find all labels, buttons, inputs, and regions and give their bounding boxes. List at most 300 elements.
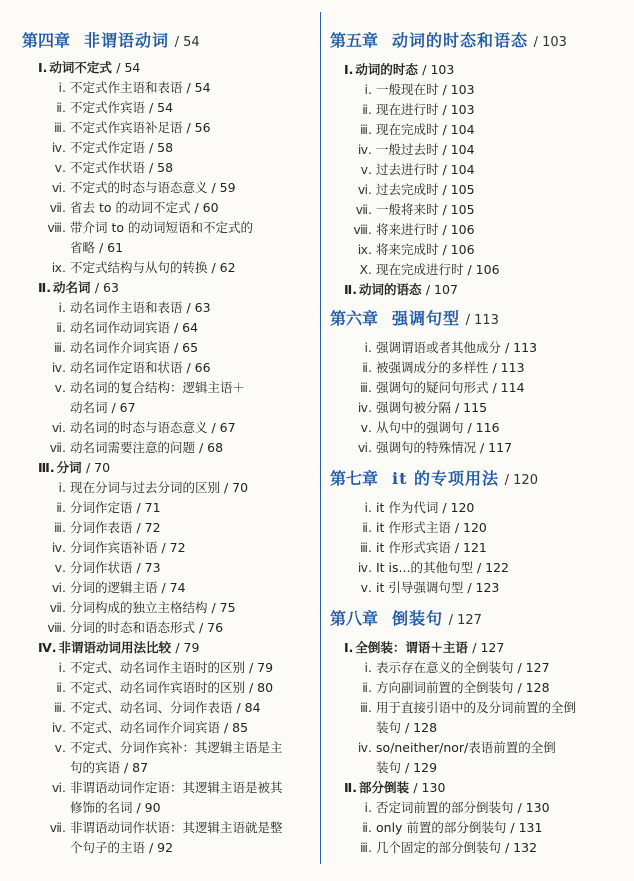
- section-title: 动词不定式: [49, 60, 112, 75]
- toc-item: [352, 240, 475, 260]
- toc-item-continuation: [46, 758, 148, 778]
- item-title: 句的宾语: [70, 760, 121, 775]
- toc-item: [352, 498, 474, 518]
- section-number: Ⅰ.: [344, 62, 354, 77]
- item-title: 装句: [376, 720, 402, 735]
- item-number: ⅵ.: [357, 182, 372, 197]
- item-number: ⅳ.: [51, 720, 66, 735]
- page-number: / 61: [99, 240, 124, 255]
- toc-item: [46, 98, 173, 118]
- toc-item: [46, 298, 211, 318]
- page-number: / 106: [442, 242, 475, 257]
- section-title: 动词的时态: [355, 62, 418, 77]
- chapter-title: 倒装句: [392, 609, 444, 628]
- item-number: ⅰ.: [364, 82, 372, 97]
- toc-item-continuation: [46, 838, 173, 858]
- toc-item: [46, 378, 245, 398]
- toc-item: [46, 338, 198, 358]
- page-number: / 121: [454, 540, 487, 555]
- page-number: / 72: [136, 520, 161, 535]
- item-number: ⅳ.: [51, 140, 66, 155]
- item-number: ⅷ.: [353, 222, 372, 237]
- page-number: / 58: [149, 140, 174, 155]
- chapter-number: 第五章: [330, 31, 379, 50]
- page-number: / 71: [136, 500, 161, 515]
- item-number: ⅱ.: [56, 500, 66, 515]
- page-number: / 114: [492, 380, 525, 395]
- item-number: ⅲ.: [360, 122, 372, 137]
- section-entry: [38, 638, 199, 658]
- page-number: / 106: [467, 262, 500, 277]
- section-entry: [344, 778, 445, 798]
- page-number: / 104: [442, 122, 475, 137]
- toc-item: [46, 698, 261, 718]
- item-title: 将来完成时: [376, 242, 439, 257]
- item-title: 不定式、动名词、分词作表语: [70, 700, 233, 715]
- page-number: / 129: [405, 760, 438, 775]
- page-number: / 107: [425, 282, 458, 297]
- item-title: it 作为代词: [376, 500, 439, 515]
- item-number: ⅲ.: [360, 840, 372, 855]
- toc-item: [46, 538, 186, 558]
- page-number: / 64: [174, 320, 199, 335]
- item-title: 带介词 to 的动词短语和不定式的: [70, 220, 253, 235]
- toc-item: [46, 198, 219, 218]
- item-number: ⅰ.: [364, 800, 372, 815]
- toc-item: [352, 738, 556, 758]
- toc-item: [46, 718, 248, 738]
- chapter-title: 非谓语动词: [84, 31, 170, 50]
- item-number: ⅱ.: [56, 320, 66, 335]
- item-number: ⅴ.: [360, 162, 372, 177]
- page-number: / 62: [211, 260, 236, 275]
- page-number: / 104: [442, 142, 475, 157]
- page-number: / 113: [505, 340, 538, 355]
- page-number: / 104: [442, 162, 475, 177]
- toc-item: [46, 258, 236, 278]
- page-number: / 54: [186, 80, 211, 95]
- item-title: 将来进行时: [376, 222, 439, 237]
- toc-item: [352, 578, 499, 598]
- item-number: Ⅹ.: [359, 262, 372, 277]
- page-number: / 115: [455, 400, 488, 415]
- item-number: ⅴ.: [54, 560, 66, 575]
- item-title: 装句: [376, 760, 402, 775]
- chapter-heading: [22, 30, 200, 54]
- item-title: 强调句被分隔: [376, 400, 452, 415]
- item-title: it 引导强调句型: [376, 580, 464, 595]
- section-number: Ⅱ.: [344, 282, 357, 297]
- page-number: / 120: [442, 500, 475, 515]
- page-number: / 131: [510, 820, 543, 835]
- toc-item: [352, 438, 512, 458]
- item-title: 过去完成时: [376, 182, 439, 197]
- page-number: / 58: [149, 160, 174, 175]
- section-entry: [38, 458, 110, 478]
- section-number: Ⅱ.: [344, 780, 357, 795]
- item-number: ⅵ.: [51, 420, 66, 435]
- item-number: ⅱ.: [56, 100, 66, 115]
- page-number: / 103: [442, 82, 475, 97]
- item-number: ⅲ.: [360, 700, 372, 715]
- section-entry: [38, 278, 119, 298]
- page-number: / 132: [505, 840, 538, 855]
- item-number: ⅰ.: [58, 480, 66, 495]
- page-number: / 92: [149, 840, 174, 855]
- toc-item: [352, 80, 475, 100]
- toc-item: [46, 598, 236, 618]
- item-title: 被强调成分的多样性: [376, 360, 489, 375]
- item-title: 现在分词与过去分词的区别: [70, 480, 221, 495]
- section-number: Ⅰ.: [344, 640, 354, 655]
- toc-item: [46, 78, 211, 98]
- page-number: / 103: [533, 35, 567, 50]
- item-title: 个句子的主语: [70, 840, 146, 855]
- page-number: / 70: [85, 460, 111, 475]
- item-number: ⅶ.: [355, 202, 372, 217]
- page-number: / 63: [186, 300, 211, 315]
- section-title: 动名词: [52, 280, 91, 295]
- toc-item: [352, 338, 537, 358]
- item-title: 动名词: [70, 400, 108, 415]
- toc-item: [352, 678, 550, 698]
- item-title: 分词的时态和语态形式: [70, 620, 196, 635]
- toc-item: [352, 418, 500, 438]
- section-entry: [344, 60, 454, 80]
- toc-item: [46, 218, 253, 238]
- column-divider: [320, 12, 321, 864]
- toc-item: [352, 538, 487, 558]
- item-title: 否定词前置的部分倒装句: [376, 800, 514, 815]
- item-title: 不定式作宾语: [70, 100, 146, 115]
- item-number: ⅵ.: [51, 580, 66, 595]
- page-number: / 130: [517, 800, 550, 815]
- item-number: ⅰ.: [364, 500, 372, 515]
- item-number: ⅲ.: [54, 700, 66, 715]
- toc-item: [46, 778, 283, 798]
- item-title: 动名词作动词宾语: [70, 320, 171, 335]
- item-title: 用于直接引语中的及分词前置的全倒: [376, 700, 577, 715]
- item-number: ⅲ.: [54, 340, 66, 355]
- toc-item-continuation: [46, 398, 136, 418]
- section-title: 全倒装：谓语＋主语: [355, 640, 468, 655]
- item-title: 动名词作主语和表语: [70, 300, 183, 315]
- toc-item: [46, 678, 273, 698]
- item-title: 强调句的疑问句形式: [376, 380, 489, 395]
- item-title: only 前置的部分倒装句: [376, 820, 507, 835]
- toc-item: [352, 798, 550, 818]
- section-number: Ⅳ.: [38, 640, 57, 655]
- item-title: 分词的逻辑主语: [70, 580, 158, 595]
- item-number: ⅴ.: [54, 160, 66, 175]
- page-number: / 54: [174, 35, 200, 50]
- page-number: / 128: [517, 680, 550, 695]
- chapter-heading: [330, 608, 482, 632]
- item-title: 现在完成时: [376, 122, 439, 137]
- toc-item: [46, 138, 173, 158]
- item-number: ⅶ.: [49, 820, 66, 835]
- item-title: 一般现在时: [376, 82, 439, 97]
- toc-item-continuation: [352, 758, 437, 778]
- toc-item: [352, 398, 487, 418]
- item-title: 不定式、动名词作主语时的区别: [70, 660, 246, 675]
- page-number: / 54: [149, 100, 174, 115]
- item-number: ⅵ.: [51, 180, 66, 195]
- chapter-title: 动词的时态和语态: [392, 31, 529, 50]
- item-number: ⅴ.: [54, 380, 66, 395]
- item-title: 不定式结构与从句的转换: [70, 260, 208, 275]
- item-number: ⅶ.: [49, 600, 66, 615]
- item-title: 不定式的时态与语态意义: [70, 180, 208, 195]
- item-number: ⅱ.: [362, 360, 372, 375]
- chapter-title: it 的专项用法: [392, 469, 500, 488]
- toc-item: [46, 578, 186, 598]
- item-title: 不定式作宾语补足语: [70, 120, 183, 135]
- toc-item: [352, 140, 475, 160]
- item-number: ⅵ.: [51, 780, 66, 795]
- page-number: / 76: [199, 620, 224, 635]
- item-title: 不定式、动名词作宾语时的区别: [70, 680, 246, 695]
- page-number: / 68: [199, 440, 224, 455]
- item-title: 非谓语动词作定语：其逻辑主语是被其: [70, 780, 283, 795]
- page-number: / 105: [442, 202, 475, 217]
- toc-item: [46, 658, 273, 678]
- page-number: / 127: [448, 613, 482, 628]
- page-number: / 120: [454, 520, 487, 535]
- chapter-title: 强调句型: [392, 309, 461, 328]
- page-number: / 79: [175, 640, 200, 655]
- page-number: / 85: [224, 720, 249, 735]
- section-title: 动词的语态: [358, 282, 422, 297]
- item-number: ⅰ.: [58, 300, 66, 315]
- item-title: 不定式、分词作宾补：其逻辑主语是主: [70, 740, 283, 755]
- page-number: / 128: [405, 720, 438, 735]
- item-number: ⅳ.: [51, 540, 66, 555]
- page-number: / 127: [472, 640, 505, 655]
- page-number: / 63: [94, 280, 119, 295]
- item-number: ⅱ.: [362, 102, 372, 117]
- item-title: 动名词的复合结构：逻辑主语＋: [70, 380, 246, 395]
- page-number: / 116: [467, 420, 500, 435]
- toc-item: [46, 358, 211, 378]
- toc-item: [352, 818, 542, 838]
- page-number: / 106: [442, 222, 475, 237]
- section-title: 分词: [56, 460, 82, 475]
- toc-item-continuation: [46, 798, 161, 818]
- page-number: / 67: [111, 400, 136, 415]
- page-number: / 79: [249, 660, 274, 675]
- section-entry: [344, 280, 458, 300]
- item-title: It is...的其他句型: [376, 560, 473, 575]
- item-number: ⅲ.: [360, 540, 372, 555]
- item-number: ⅷ.: [47, 620, 66, 635]
- toc-item: [46, 438, 223, 458]
- item-title: 表示存在意义的全倒装句: [376, 660, 514, 675]
- toc-item: [352, 160, 475, 180]
- item-title: 不定式作主语和表语: [70, 80, 183, 95]
- chapter-heading: [330, 308, 499, 332]
- item-number: ⅴ.: [360, 420, 372, 435]
- item-number: ⅴ.: [54, 740, 66, 755]
- item-title: 一般过去时: [376, 142, 439, 157]
- toc-item: [352, 558, 509, 578]
- page-number: / 122: [476, 560, 509, 575]
- item-number: ⅰ.: [58, 660, 66, 675]
- toc-item: [352, 220, 475, 240]
- item-title: 从句中的强调句: [376, 420, 464, 435]
- toc-item: [46, 558, 161, 578]
- item-title: 现在完成进行时: [376, 262, 464, 277]
- page-number: / 105: [442, 182, 475, 197]
- section-number: Ⅱ.: [38, 280, 51, 295]
- item-number: ⅰ.: [364, 660, 372, 675]
- toc-item: [46, 318, 198, 338]
- toc-item: [46, 618, 223, 638]
- toc-item: [352, 260, 500, 280]
- toc-item: [46, 178, 236, 198]
- page-number: / 113: [492, 360, 525, 375]
- toc-item-continuation: [352, 718, 437, 738]
- chapter-number: 第四章: [22, 31, 71, 50]
- page-number: / 123: [467, 580, 500, 595]
- section-title: 非谓语动词用法比较: [58, 640, 171, 655]
- item-number: ⅳ.: [357, 142, 372, 157]
- item-number: ⅲ.: [54, 120, 66, 135]
- item-number: ⅱ.: [362, 680, 372, 695]
- item-title: 不定式、动名词作介词宾语: [70, 720, 221, 735]
- chapter-number: 第八章: [330, 609, 379, 628]
- section-entry: [38, 58, 140, 78]
- item-title: 一般将来时: [376, 202, 439, 217]
- page-number: / 103: [442, 102, 475, 117]
- toc-item: [46, 118, 211, 138]
- item-title: 强调句的特殊情况: [376, 440, 477, 455]
- item-title: 动名词作定语和状语: [70, 360, 183, 375]
- toc-item: [352, 100, 475, 120]
- toc-item: [46, 158, 173, 178]
- item-number: ⅳ.: [357, 740, 372, 755]
- page-number: / 80: [249, 680, 274, 695]
- chapter-number: 第七章: [330, 469, 379, 488]
- item-title: 动名词需要注意的问题: [70, 440, 196, 455]
- page-number: / 120: [504, 473, 538, 488]
- toc-item: [352, 120, 475, 140]
- page-number: / 59: [211, 180, 236, 195]
- item-number: ⅶ.: [49, 200, 66, 215]
- item-title: 修饰的名词: [70, 800, 133, 815]
- toc-item: [46, 518, 161, 538]
- item-number: ⅱ.: [56, 680, 66, 695]
- item-title: 分词构成的独立主格结构: [70, 600, 208, 615]
- item-title: 不定式作状语: [70, 160, 146, 175]
- toc-item: [352, 200, 475, 220]
- toc-item: [352, 358, 525, 378]
- page-number: / 54: [116, 60, 141, 75]
- item-number: ⅱ.: [362, 520, 372, 535]
- page-number: / 72: [161, 540, 186, 555]
- page-number: / 70: [224, 480, 249, 495]
- item-title: 非谓语动词作状语：其逻辑主语就是整: [70, 820, 283, 835]
- item-number: ⅴ.: [360, 580, 372, 595]
- item-title: 几个固定的部分倒装句: [376, 840, 502, 855]
- toc-item: [46, 418, 236, 438]
- item-title: 分词作定语: [70, 500, 133, 515]
- page-number: / 117: [480, 440, 513, 455]
- item-title: so/neither/nor/表语前置的全倒: [376, 740, 556, 755]
- page-number: / 56: [186, 120, 211, 135]
- item-number: ⅲ.: [360, 380, 372, 395]
- page-number: / 60: [194, 200, 219, 215]
- page-number: / 90: [136, 800, 161, 815]
- chapter-heading: [330, 30, 567, 54]
- item-title: 过去进行时: [376, 162, 439, 177]
- page-number: / 75: [211, 600, 236, 615]
- item-number: ⅰ.: [58, 80, 66, 95]
- toc-item: [46, 498, 161, 518]
- page-number: / 73: [136, 560, 161, 575]
- item-number: ⅵ.: [357, 440, 372, 455]
- section-number: Ⅰ.: [38, 60, 48, 75]
- item-number: ⅲ.: [54, 520, 66, 535]
- toc-item: [352, 838, 537, 858]
- item-number: ⅷ.: [47, 220, 66, 235]
- toc-item: [352, 698, 576, 718]
- item-number: ⅶ.: [49, 440, 66, 455]
- item-title: 方向副词前置的全倒装句: [376, 680, 514, 695]
- page-number: / 84: [236, 700, 261, 715]
- item-title: 分词作表语: [70, 520, 133, 535]
- item-title: 动名词作介词宾语: [70, 340, 171, 355]
- page-number: / 66: [186, 360, 211, 375]
- section-title: 部分倒装: [358, 780, 409, 795]
- page-number: / 87: [124, 760, 149, 775]
- page-number: / 130: [413, 780, 446, 795]
- item-number: ⅳ.: [357, 560, 372, 575]
- item-title: 省去 to 的动词不定式: [70, 200, 191, 215]
- item-number: ⅳ.: [51, 360, 66, 375]
- section-entry: [344, 638, 504, 658]
- item-number: ⅱ.: [362, 820, 372, 835]
- item-title: it 作形式宾语: [376, 540, 451, 555]
- item-number: ⅸ.: [357, 242, 372, 257]
- toc-item: [352, 658, 550, 678]
- toc-item: [352, 378, 525, 398]
- page-number: / 127: [517, 660, 550, 675]
- item-title: 分词作宾语补语: [70, 540, 158, 555]
- item-number: ⅸ.: [51, 260, 66, 275]
- chapter-heading: [330, 468, 538, 492]
- page-number: / 103: [422, 62, 455, 77]
- page-number: / 67: [211, 420, 236, 435]
- item-title: 动名词的时态与语态意义: [70, 420, 208, 435]
- item-title: 省略: [70, 240, 96, 255]
- item-title: 现在进行时: [376, 102, 439, 117]
- item-title: it 作形式主语: [376, 520, 451, 535]
- page-number: / 65: [174, 340, 199, 355]
- toc-item: [352, 180, 475, 200]
- item-title: 分词作状语: [70, 560, 133, 575]
- item-number: ⅳ.: [357, 400, 372, 415]
- item-title: 强调谓语或者其他成分: [376, 340, 502, 355]
- toc-item: [46, 738, 283, 758]
- chapter-number: 第六章: [330, 309, 379, 328]
- toc-item: [352, 518, 487, 538]
- toc-item: [46, 478, 248, 498]
- section-number: Ⅲ.: [38, 460, 55, 475]
- page-number: / 74: [161, 580, 186, 595]
- page-number: / 113: [465, 313, 499, 328]
- toc-item: [46, 818, 283, 838]
